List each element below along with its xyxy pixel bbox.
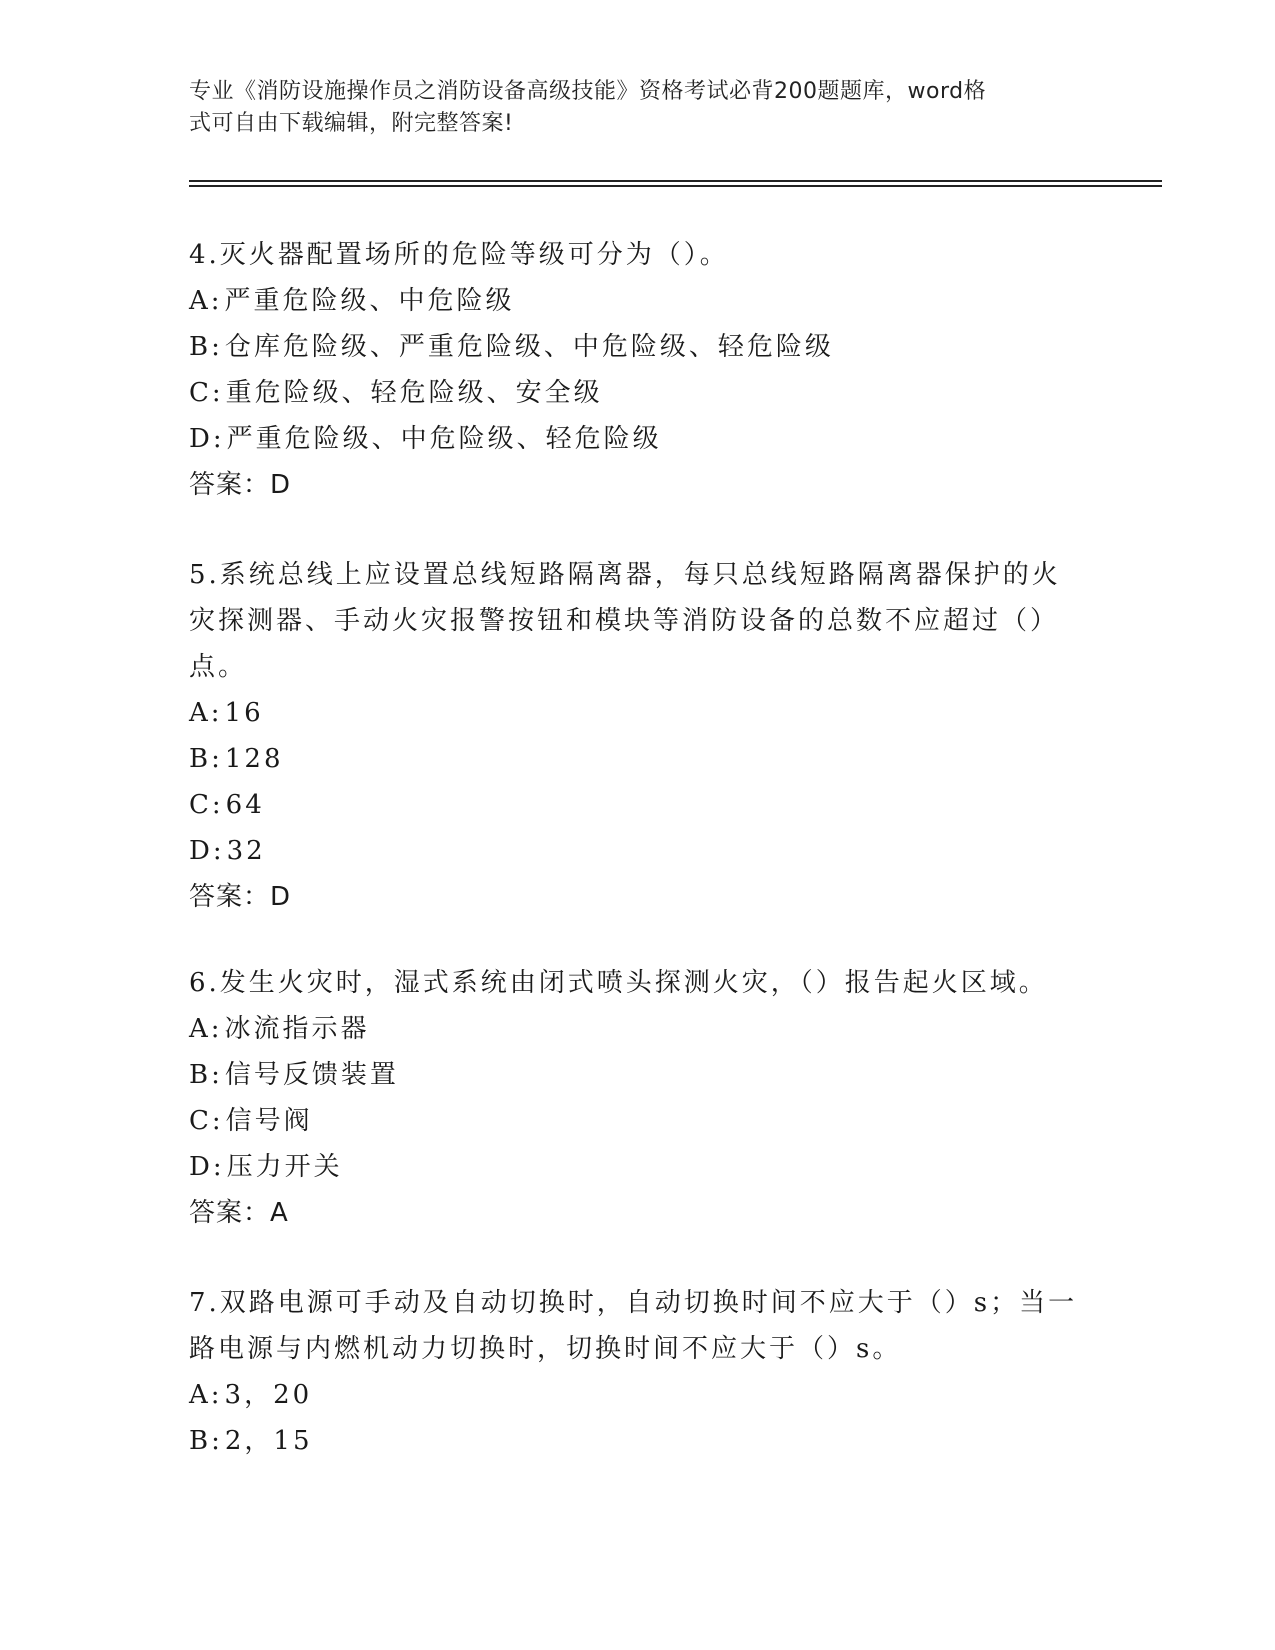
option-a: A:16 (189, 698, 264, 728)
question-5 (189, 552, 1089, 920)
answer: 答案：A (189, 1198, 289, 1228)
question-text-line-1: 5.系统总线上应设置总线短路隔离器，每只总线短路隔离器保护的火 (189, 560, 1061, 590)
answer: 答案：D (189, 470, 292, 500)
question-7 (189, 1280, 1089, 1464)
option-a: A:3，20 (189, 1380, 313, 1410)
option-b: B:2，15 (189, 1426, 313, 1456)
option-a: A:冰流指示器 (189, 1014, 370, 1044)
option-b: B:仓库危险级、严重危险级、中危险级、轻危险级 (189, 332, 834, 362)
question-text-line-2: 路电源与内燃机动力切换时，切换时间不应大于（）s。 (189, 1334, 902, 1364)
answer: 答案：D (189, 882, 292, 912)
header-divider-bottom (189, 185, 1162, 187)
question-text: 6.发生火灾时，湿式系统由闭式喷头探测火灾，（）报告起火区域。 (189, 968, 1048, 998)
option-d: D:严重危险级、中危险级、轻危险级 (189, 424, 662, 454)
document-header (189, 76, 1069, 140)
option-c: C:64 (189, 790, 265, 820)
header-line-2: 式可自由下载编辑，附完整答案! (189, 111, 514, 136)
option-d: D:压力开关 (189, 1152, 343, 1182)
question-6 (189, 960, 1089, 1236)
option-b: B:128 (189, 744, 284, 774)
question-text-line-2: 灾探测器、手动火灾报警按钮和模块等消防设备的总数不应超过（） (189, 606, 1060, 636)
question-text: 4.灭火器配置场所的危险等级可分为（）。 (189, 240, 729, 270)
option-b: B:信号反馈装置 (189, 1060, 399, 1090)
header-divider-top (189, 180, 1162, 182)
question-text-line-3: 点。 (189, 652, 248, 682)
option-c: C:信号阀 (189, 1106, 313, 1136)
question-4 (189, 232, 1089, 508)
option-a: A:严重危险级、中危险级 (189, 286, 515, 316)
option-d: D:32 (189, 836, 266, 866)
question-text-line-1: 7.双路电源可手动及自动切换时，自动切换时间不应大于（）s；当一 (189, 1288, 1078, 1318)
option-c: C:重危险级、轻危险级、安全级 (189, 378, 603, 408)
header-line-1: 专业《消防设施操作员之消防设备高级技能》资格考试必背200题题库，word格 (189, 79, 987, 104)
